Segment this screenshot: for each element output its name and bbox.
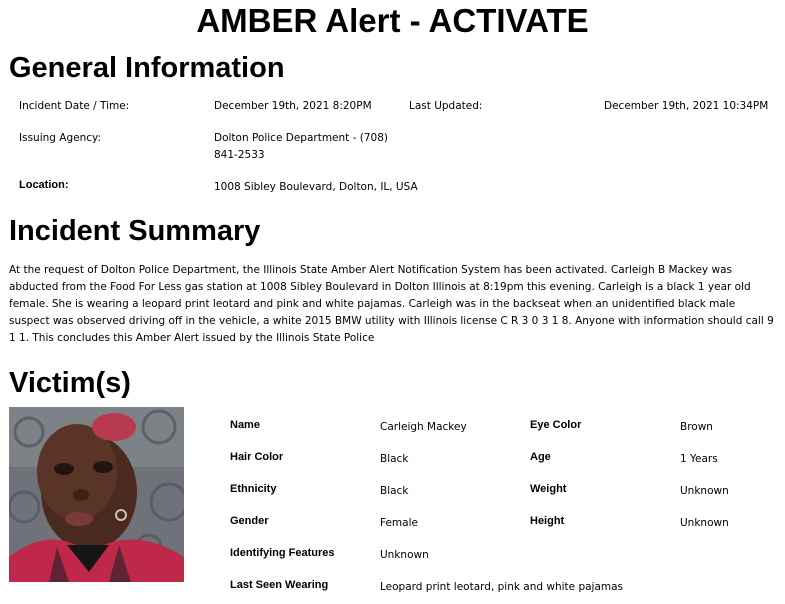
last-updated-value: December 19th, 2021 10:34PM: [604, 100, 769, 112]
victim-eye-color-label: Eye Color: [530, 419, 582, 431]
victims-heading: Victim(s): [9, 367, 131, 399]
victim-hair-color-value: Black: [380, 453, 409, 465]
victim-identifying-features-value: Unknown: [380, 549, 429, 561]
victim-height-label: Height: [530, 515, 565, 527]
victim-gender-value: Female: [380, 517, 418, 529]
victim-last-seen-wearing-value: Leopard print leotard, pink and white pajamas: [380, 581, 624, 593]
victim-age-label: Age: [530, 451, 551, 463]
victim-weight-value: Unknown: [680, 485, 729, 497]
victim-gender-label: Gender: [230, 515, 269, 527]
victim-ethnicity-value: Black: [380, 485, 409, 497]
issuing-agency-line2: 841-2533: [214, 149, 265, 161]
victim-photo-image: [9, 407, 184, 582]
victim-last-seen-wearing-label: Last Seen Wearing: [230, 579, 329, 591]
victim-eye-color-value: Brown: [680, 421, 713, 433]
incident-date-value: December 19th, 2021 8:20PM: [214, 100, 372, 112]
issuing-agency-line1: Dolton Police Department - (708): [214, 132, 388, 144]
incident-date-label: Incident Date / Time:: [19, 100, 130, 112]
victim-age-value: 1 Years: [680, 453, 718, 465]
victim-photo: [9, 407, 184, 582]
incident-summary-heading: Incident Summary: [9, 215, 261, 247]
incident-summary-text: At the request of Dolton Police Department, the Illinois State Amber Alert Notification System has been activated. Carleigh B Mackey was abducted from the Food For Less gas station at 1008 Sibley Boulevard in Dolton Illinois at 8:19pm this evening. Carleigh is a black 1 year old female. She is wearing a leopard print leotard and pink and white pajamas. Carleigh was in the backseat when an unidentified black male suspect was observed driving off in the vehicle, a white 2015 BMW utility with Illinois license C R 3 0 3 1 8. Anyone with information should call 9 1 1. This concludes this Amber Alert issued by the Illinois State Police: [9, 264, 774, 344]
victim-ethnicity-label: Ethnicity: [230, 483, 277, 495]
victim-name-label: Name: [230, 419, 260, 431]
victim-hair-color-label: Hair Color: [230, 451, 284, 463]
last-updated-label: Last Updated:: [409, 100, 483, 112]
victim-height-value: Unknown: [680, 517, 729, 529]
general-information-heading: General Information: [9, 52, 285, 84]
location-label: Location:: [19, 179, 69, 191]
location-value: 1008 Sibley Boulevard, Dolton, IL, USA: [214, 181, 418, 193]
victim-identifying-features-label: Identifying Features: [230, 547, 335, 559]
victim-weight-label: Weight: [530, 483, 567, 495]
page-title: AMBER Alert - ACTIVATE: [196, 2, 589, 39]
issuing-agency-label: Issuing Agency:: [19, 132, 101, 144]
victim-name-value: Carleigh Mackey: [380, 421, 467, 433]
